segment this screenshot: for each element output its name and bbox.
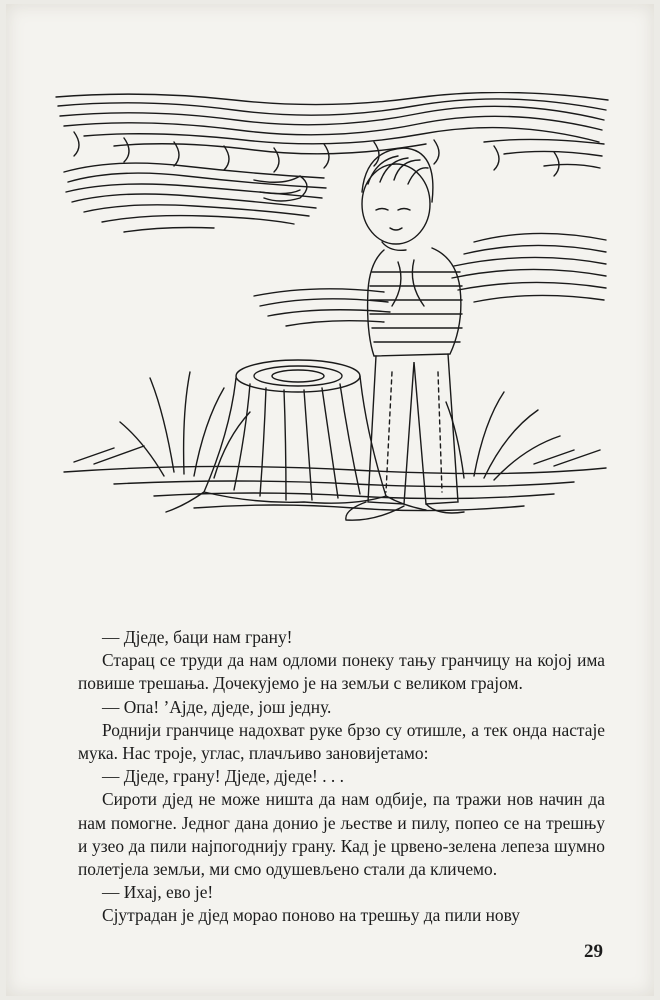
- cloud-right: [254, 233, 606, 326]
- paragraph: Роднији гранчице надохват руке брзо су отишле, а тек онда настаје мука. Нас троје, углас, плачљиво зановијетамо:: [78, 719, 605, 764]
- paragraph: — Дједе, грану! Дједе, дједе! . . .: [102, 766, 344, 787]
- book-page: [6, 4, 654, 996]
- boy-figure: [346, 148, 464, 520]
- paragraph: — Дједе, баци нам грану!: [102, 627, 293, 647]
- paragraph: — Опа! ’Ајде, дједе, још једну.: [102, 696, 332, 717]
- illustration-boy-and-stump: [54, 92, 610, 552]
- tree-stump: [166, 360, 426, 512]
- paragraph: Сјутрадан је дјед морао поново на трешњу да пили нову: [102, 905, 520, 926]
- paragraph: Старац се труди да нам одломи понеку тању гранчицу на којој има повише трешања. Дочекујемо је на земљи с великом грајом.: [78, 650, 605, 694]
- cloud-left: [64, 163, 326, 232]
- paragraph: Сироти дјед не може ништа да нам одбије, па тражи нов начин да нам помогне. Једног дана донио је љестве и пилу, попео се на трешњу и узео да пили најпогоднију грану. Кад је црвено-зелена лепеза шумно полетјела земљи, ми смо одушевљено стали да кличемо.: [78, 789, 605, 880]
- page-number: 29: [584, 941, 603, 962]
- story-text: [78, 626, 605, 928]
- paragraph: — Ихај, ево је!: [102, 882, 214, 903]
